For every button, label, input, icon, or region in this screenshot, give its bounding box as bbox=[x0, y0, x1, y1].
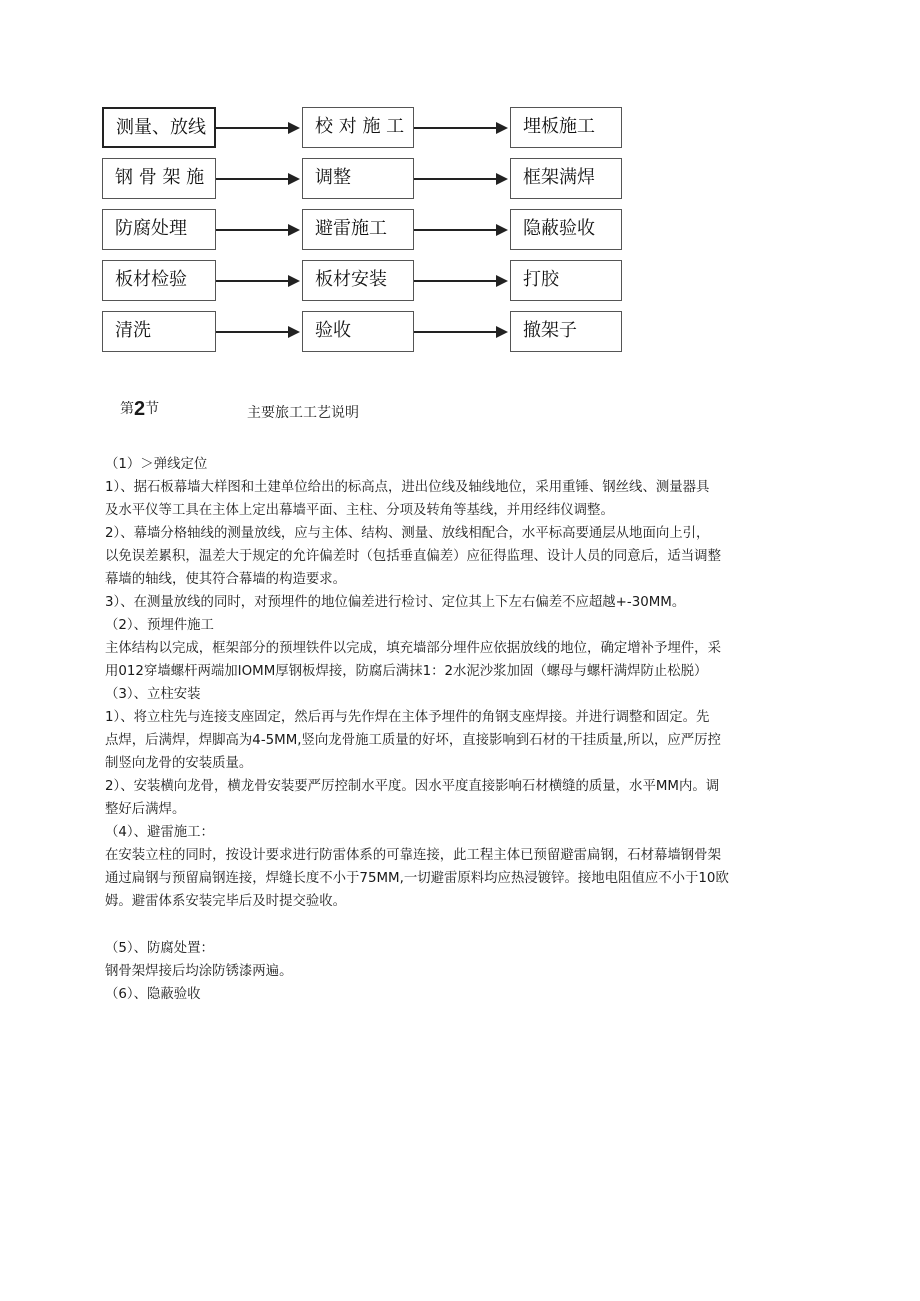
text-line: 1）、将立柱先与连接支座固定，然后再与先作焊在主体予埋件的角钢支座焊接。并进行调整和固定。先 bbox=[105, 710, 710, 725]
text-line: 整好后满焊。 bbox=[105, 802, 186, 817]
text-line: 及水平仪等工具在主体上定出幕墙平面、主柱、分项及转角等基线，并用经纬仪调整。 bbox=[105, 503, 614, 518]
text-line: 2）、安装横向龙骨，横龙骨安装要严厉控制水平度。因水平度直接影响石材横缝的质量，水平MM内。调 bbox=[105, 779, 720, 794]
text-line: （1）＞弹线定位 bbox=[105, 457, 208, 472]
flow-step: 埋板施工 bbox=[510, 107, 622, 148]
paragraph bbox=[105, 522, 825, 591]
flow-step: 隐蔽验收 bbox=[510, 209, 622, 250]
text-line: 以免误差累积，温差大于规定的允许偏差时（包括垂直偏差）应征得监理、设计人员的同意后，适当调整 bbox=[105, 549, 721, 564]
flow-step: 避雷施工 bbox=[302, 209, 414, 250]
section-number bbox=[120, 398, 159, 421]
paragraph bbox=[105, 937, 825, 960]
flow-arrow bbox=[414, 178, 506, 180]
text-line: （5）、防腐处置： bbox=[105, 941, 214, 956]
flow-arrow bbox=[216, 178, 298, 180]
text-line: （3）、立柱安装 bbox=[105, 687, 201, 702]
section-prefix: 第 bbox=[120, 401, 134, 417]
flow-step: 板材检验 bbox=[102, 260, 216, 301]
text-line: （6）、隐蔽验收 bbox=[105, 987, 201, 1002]
flow-step: 验收 bbox=[302, 311, 414, 352]
flow-arrow bbox=[414, 229, 506, 231]
paragraph bbox=[105, 983, 825, 1006]
text-line: （2）、预埋件施工 bbox=[105, 618, 214, 633]
paragraph bbox=[105, 637, 825, 683]
text-line: 制竖向龙骨的安装质量。 bbox=[105, 756, 253, 771]
flow-arrow bbox=[216, 280, 298, 282]
paragraph bbox=[105, 683, 825, 706]
flow-step: 测量、放线 bbox=[102, 107, 216, 148]
text-line: 在安装立柱的同时，按设计要求进行防雷体系的可靠连接，此工程主体已预留避雷扁钢，石材幕墙钢骨架 bbox=[105, 848, 721, 863]
flow-arrow bbox=[414, 127, 506, 129]
paragraph bbox=[105, 453, 825, 476]
flow-arrow bbox=[414, 331, 506, 333]
text-line: 2）、幕墙分格轴线的测量放线，应与主体、结构、测量、放线相配合，水平标高要通层从地面向上引， bbox=[105, 526, 710, 541]
section-num: 2 bbox=[134, 398, 146, 420]
text-line: 主体结构以完成，框架部分的预埋铁件以完成，填充墙部分埋件应依据放线的地位，确定增补予埋件，采 bbox=[105, 641, 721, 656]
flow-arrow bbox=[414, 280, 506, 282]
paragraph bbox=[105, 706, 825, 775]
section-suffix: 节 bbox=[145, 401, 160, 417]
text-line: 用012穿墙螺杆两端加IOMM厚钢板焊接，防腐后满抹1：2水泥沙浆加固（螺母与螺杆满焊防止松脱） bbox=[105, 664, 708, 679]
flow-step: 钢 骨 架 施 bbox=[102, 158, 216, 199]
flow-step: 调整 bbox=[302, 158, 414, 199]
text-line: （4）、避雷施工： bbox=[105, 825, 214, 840]
text-line: 3）、在测量放线的同时，对预埋件的地位偏差进行检讨、定位其上下左右偏差不应超越+-30MM。 bbox=[105, 595, 686, 610]
paragraph bbox=[105, 591, 825, 614]
flow-step: 防腐处理 bbox=[102, 209, 216, 250]
paragraph bbox=[105, 614, 825, 637]
paragraph bbox=[105, 476, 825, 522]
process-flowchart bbox=[0, 0, 920, 370]
flow-arrow bbox=[216, 229, 298, 231]
text-line: 通过扁钢与预留扁钢连接，焊缝长度不小于75MM,一切避雷原料均应热浸镀锌。接地电阻值应不小于10欧 bbox=[105, 871, 729, 886]
flow-arrow bbox=[216, 331, 298, 333]
body-text bbox=[105, 453, 825, 1006]
paragraph-gap bbox=[105, 913, 825, 937]
paragraph bbox=[105, 960, 825, 983]
text-line: 1）、据石板幕墙大样图和土建单位给出的标高点，进出位线及轴线地位，采用重锤、钢丝线、测量器具 bbox=[105, 480, 710, 495]
flow-step: 框架满焊 bbox=[510, 158, 622, 199]
paragraph bbox=[105, 821, 825, 844]
flow-step: 校 对 施 工 bbox=[302, 107, 414, 148]
text-line: 幕墙的轴线，使其符合幕墙的构造要求。 bbox=[105, 572, 347, 587]
section-title: 主要旅工工艺说明 bbox=[247, 405, 359, 421]
flow-step: 清洗 bbox=[102, 311, 216, 352]
text-line: 姆。避雷体系安装完毕后及时提交验收。 bbox=[105, 894, 347, 909]
flow-step: 打胶 bbox=[510, 260, 622, 301]
flow-step: 撤架子 bbox=[510, 311, 622, 352]
paragraph bbox=[105, 844, 825, 913]
paragraph bbox=[105, 775, 825, 821]
text-line: 钢骨架焊接后均涂防锈漆两遍。 bbox=[105, 964, 293, 979]
text-line: 点焊，后满焊，焊脚高为4-5MM,竖向龙骨施工质量的好坏，直接影响到石材的干挂质量,所以，应严厉控 bbox=[105, 733, 721, 748]
flow-arrow bbox=[216, 127, 298, 129]
flow-step: 板材安装 bbox=[302, 260, 414, 301]
